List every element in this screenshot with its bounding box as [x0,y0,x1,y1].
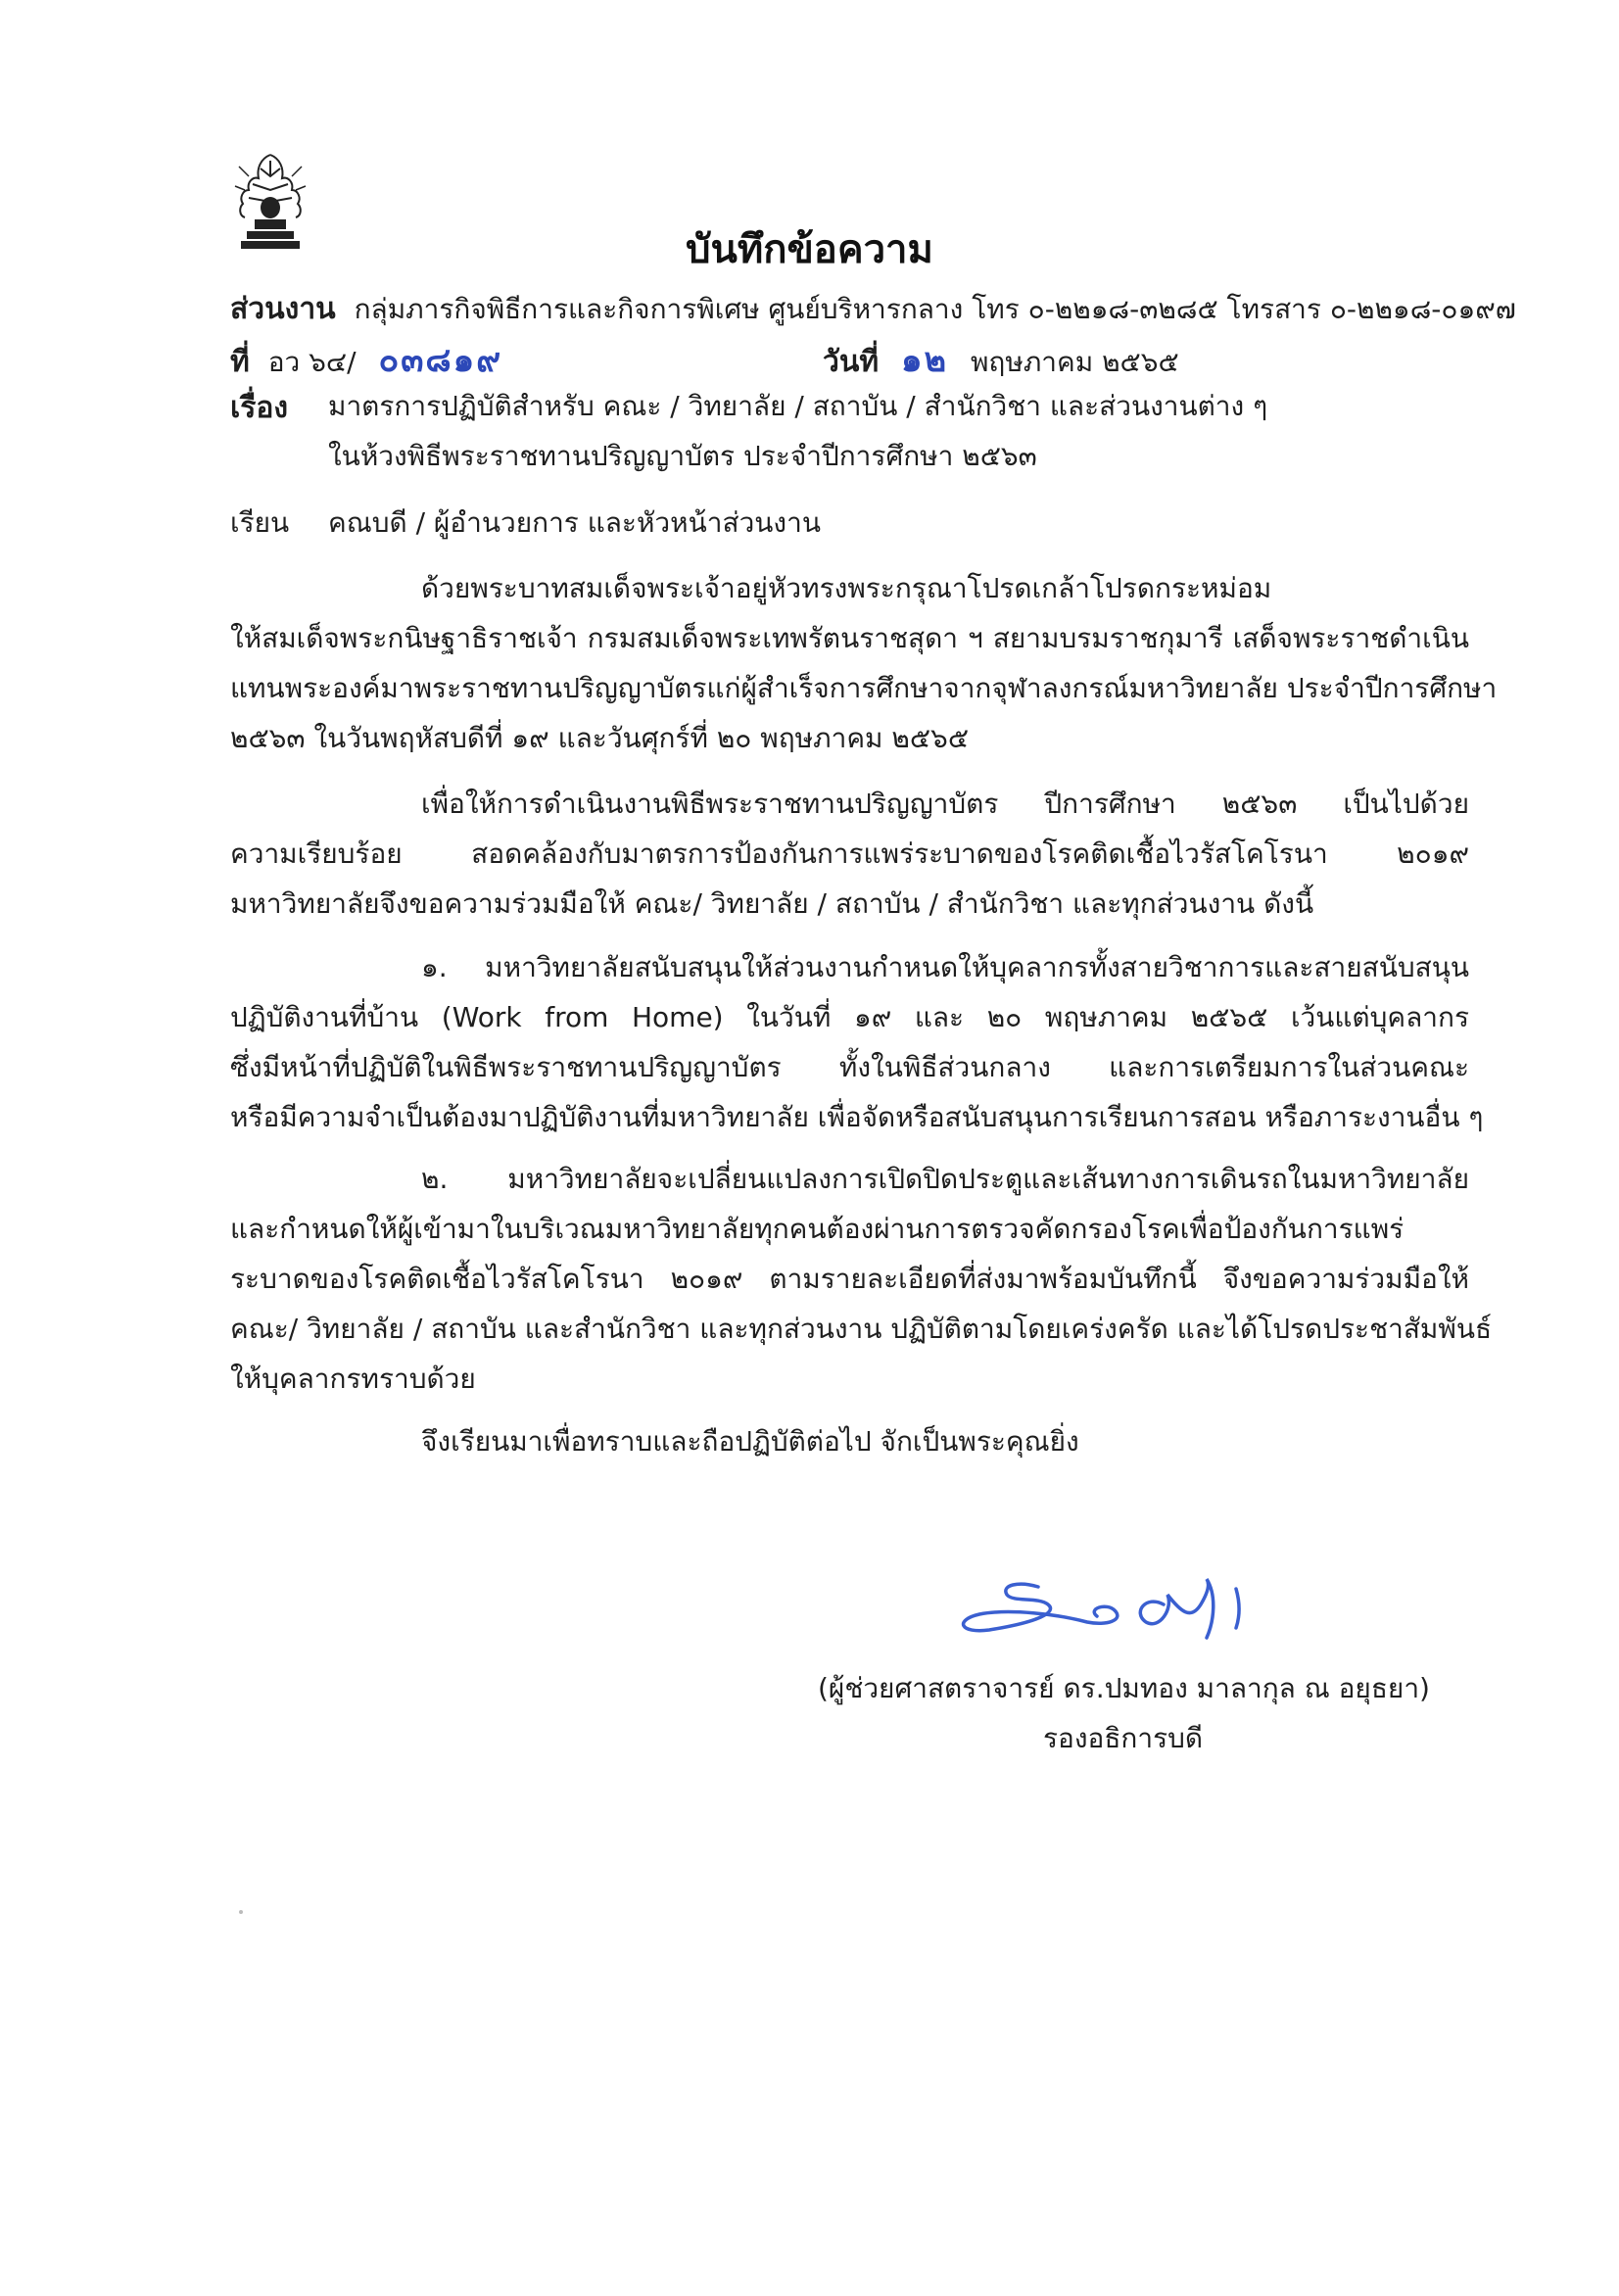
scan-artifact [239,1910,243,1914]
closing-sentence: จึงเรียนมาเพื่อทราบและถือปฏิบัติต่อไป จักเป็นพระคุณยิ่ง [421,1425,1079,1458]
reference-number: ๐๓๘๑๙ [378,341,503,380]
department-label: ส่วนงาน [230,292,336,326]
paragraph-1 [230,563,1498,763]
paragraph-2 [230,779,1469,929]
paragraph-line: ปฏิบัติงานที่บ้าน (Work from Home) ในวันที่ ๑๙ และ ๒๐ พฤษภาคม ๒๕๖๕ เว้นแต่บุคลากร [230,1001,1469,1033]
paragraph-line: ๒๕๖๓ ในวันพฤหัสบดีที่ ๑๙ และวันศุกร์ที่ ๒๐ พฤษภาคม ๒๕๖๕ [230,722,970,754]
reference-row [230,333,502,386]
paragraph-line: ซึ่งมีหน้าที่ปฏิบัติในพิธีพระราชทานปริญญาบัตร ทั้งในพิธีส่วนกลาง และการเตรียมการในส่วนคณะ [230,1051,1469,1083]
paragraph-line: แทนพระองค์มาพระราชทานปริญญาบัตรแก่ผู้สำเร็จการศึกษาจากจุฬาลงกรณ์มหาวิทยาลัย ประจำปีการศึกษา [230,672,1498,704]
paragraph-line: และกำหนดให้ผู้เข้ามาในบริเวณมหาวิทยาลัยทุกคนต้องผ่านการตรวจคัดกรองโรคเพื่อป้องกันการแพร่ [230,1213,1405,1245]
reference-prefix: อว ๖๔/ [267,346,357,378]
department-row [230,286,1516,332]
signature-scribble-icon [950,1565,1322,1653]
memo-title: บันทึกข้อความ [686,227,933,272]
paragraph-4 [230,1154,1493,1404]
subject-row [230,385,288,431]
paragraph-line: ให้บุคลากรทราบด้วย [230,1363,476,1395]
paragraph-line: เพื่อให้การดำเนินงานพิธีพระราชทานปริญญาบัตร ปีการศึกษา ๒๕๖๓ เป็นไปด้วย [421,788,1469,820]
department-value: กลุ่มภารกิจพิธีการและกิจการพิเศษ ศูนย์บริหารกลาง โทร ๐-๒๒๑๘-๓๒๘๕ โทรสาร ๐-๒๒๑๘-๐๑๙๗ [354,293,1516,325]
paragraph-line: มหาวิทยาลัยจึงขอความร่วมมือให้ คณะ/ วิทยาลัย / สถาบัน / สำนักวิชา และทุกส่วนงาน ดังนี้ [230,887,1314,920]
paragraph-line: หรือมีความจำเป็นต้องมาปฏิบัติงานที่มหาวิทยาลัย เพื่อจัดหรือสนับสนุนการเรียนการสอน หรือภาระงานอื่น ๆ [230,1101,1484,1133]
paragraph-line: ด้วยพระบาทสมเด็จพระเจ้าอยู่หัวทรงพระกรุณาโปรดเกล้าโปรดกระหม่อม [421,572,1272,604]
paragraph-line: ระบาดของโรคติดเชื้อไวรัสโคโรนา ๒๐๑๙ ตามรายละเอียดที่ส่งมาพร้อมบันทึกนี้ จึงขอความร่วมมือให้ [230,1263,1469,1295]
date-month-year: พฤษภาคม ๒๕๖๕ [970,346,1179,378]
date-day: ๑๒ [901,341,949,380]
paragraph-line: ให้สมเด็จพระกนิษฐาธิราชเจ้า กรมสมเด็จพระเทพรัตนราชสุดา ฯ สยามบรมราชกุมารี เสด็จพระราชดำเนิน [230,622,1469,654]
paragraph-line: คณะ/ วิทยาลัย / สถาบัน และสำนักวิชา และทุกส่วนงาน ปฏิบัติตามโดยเคร่งครัด และได้โปรดประชาสัมพันธ์ [230,1313,1493,1345]
signatory-position: รองอธิการบดี [1043,1722,1204,1754]
paragraph-line: ๒. มหาวิทยาลัยจะเปลี่ยนแปลงการเปิดปิดประตูและเส้นทางการเดินรถในมหาวิทยาลัย [421,1163,1469,1195]
date-label: วันที่ [823,345,880,379]
paragraph-line: ๑. มหาวิทยาลัยสนับสนุนให้ส่วนงานกำหนดให้บุคลากรทั้งสายวิชาการและสายสนับสนุน [421,951,1469,983]
subject-line-1: มาตรการปฏิบัติสำหรับ คณะ / วิทยาลัย / สถาบัน / สำนักวิชา และส่วนงานต่าง ๆ [328,390,1268,422]
paragraph-line: ความเรียบร้อย สอดคล้องกับมาตรการป้องกันการแพร่ระบาดของโรคติดเชื้อไวรัสโคโรนา ๒๐๑๙ [230,837,1469,870]
subject-line-2: ในห้วงพิธีพระราชทานปริญญาบัตร ประจำปีการศึกษา ๒๕๖๓ [328,440,1037,472]
recipient-label: เรียน [230,506,290,539]
paragraph-3 [230,942,1484,1142]
reference-label: ที่ [230,345,250,379]
recipient-value: คณบดี / ผู้อำนวยการ และหัวหน้าส่วนงาน [328,506,821,539]
date-row [823,333,1179,386]
signatory-name: (ผู้ช่วยศาสตราจารย์ ดร.ปมทอง มาลากุล ณ อยุธยา) [818,1672,1430,1704]
subject-label: เรื่อง [230,391,289,425]
